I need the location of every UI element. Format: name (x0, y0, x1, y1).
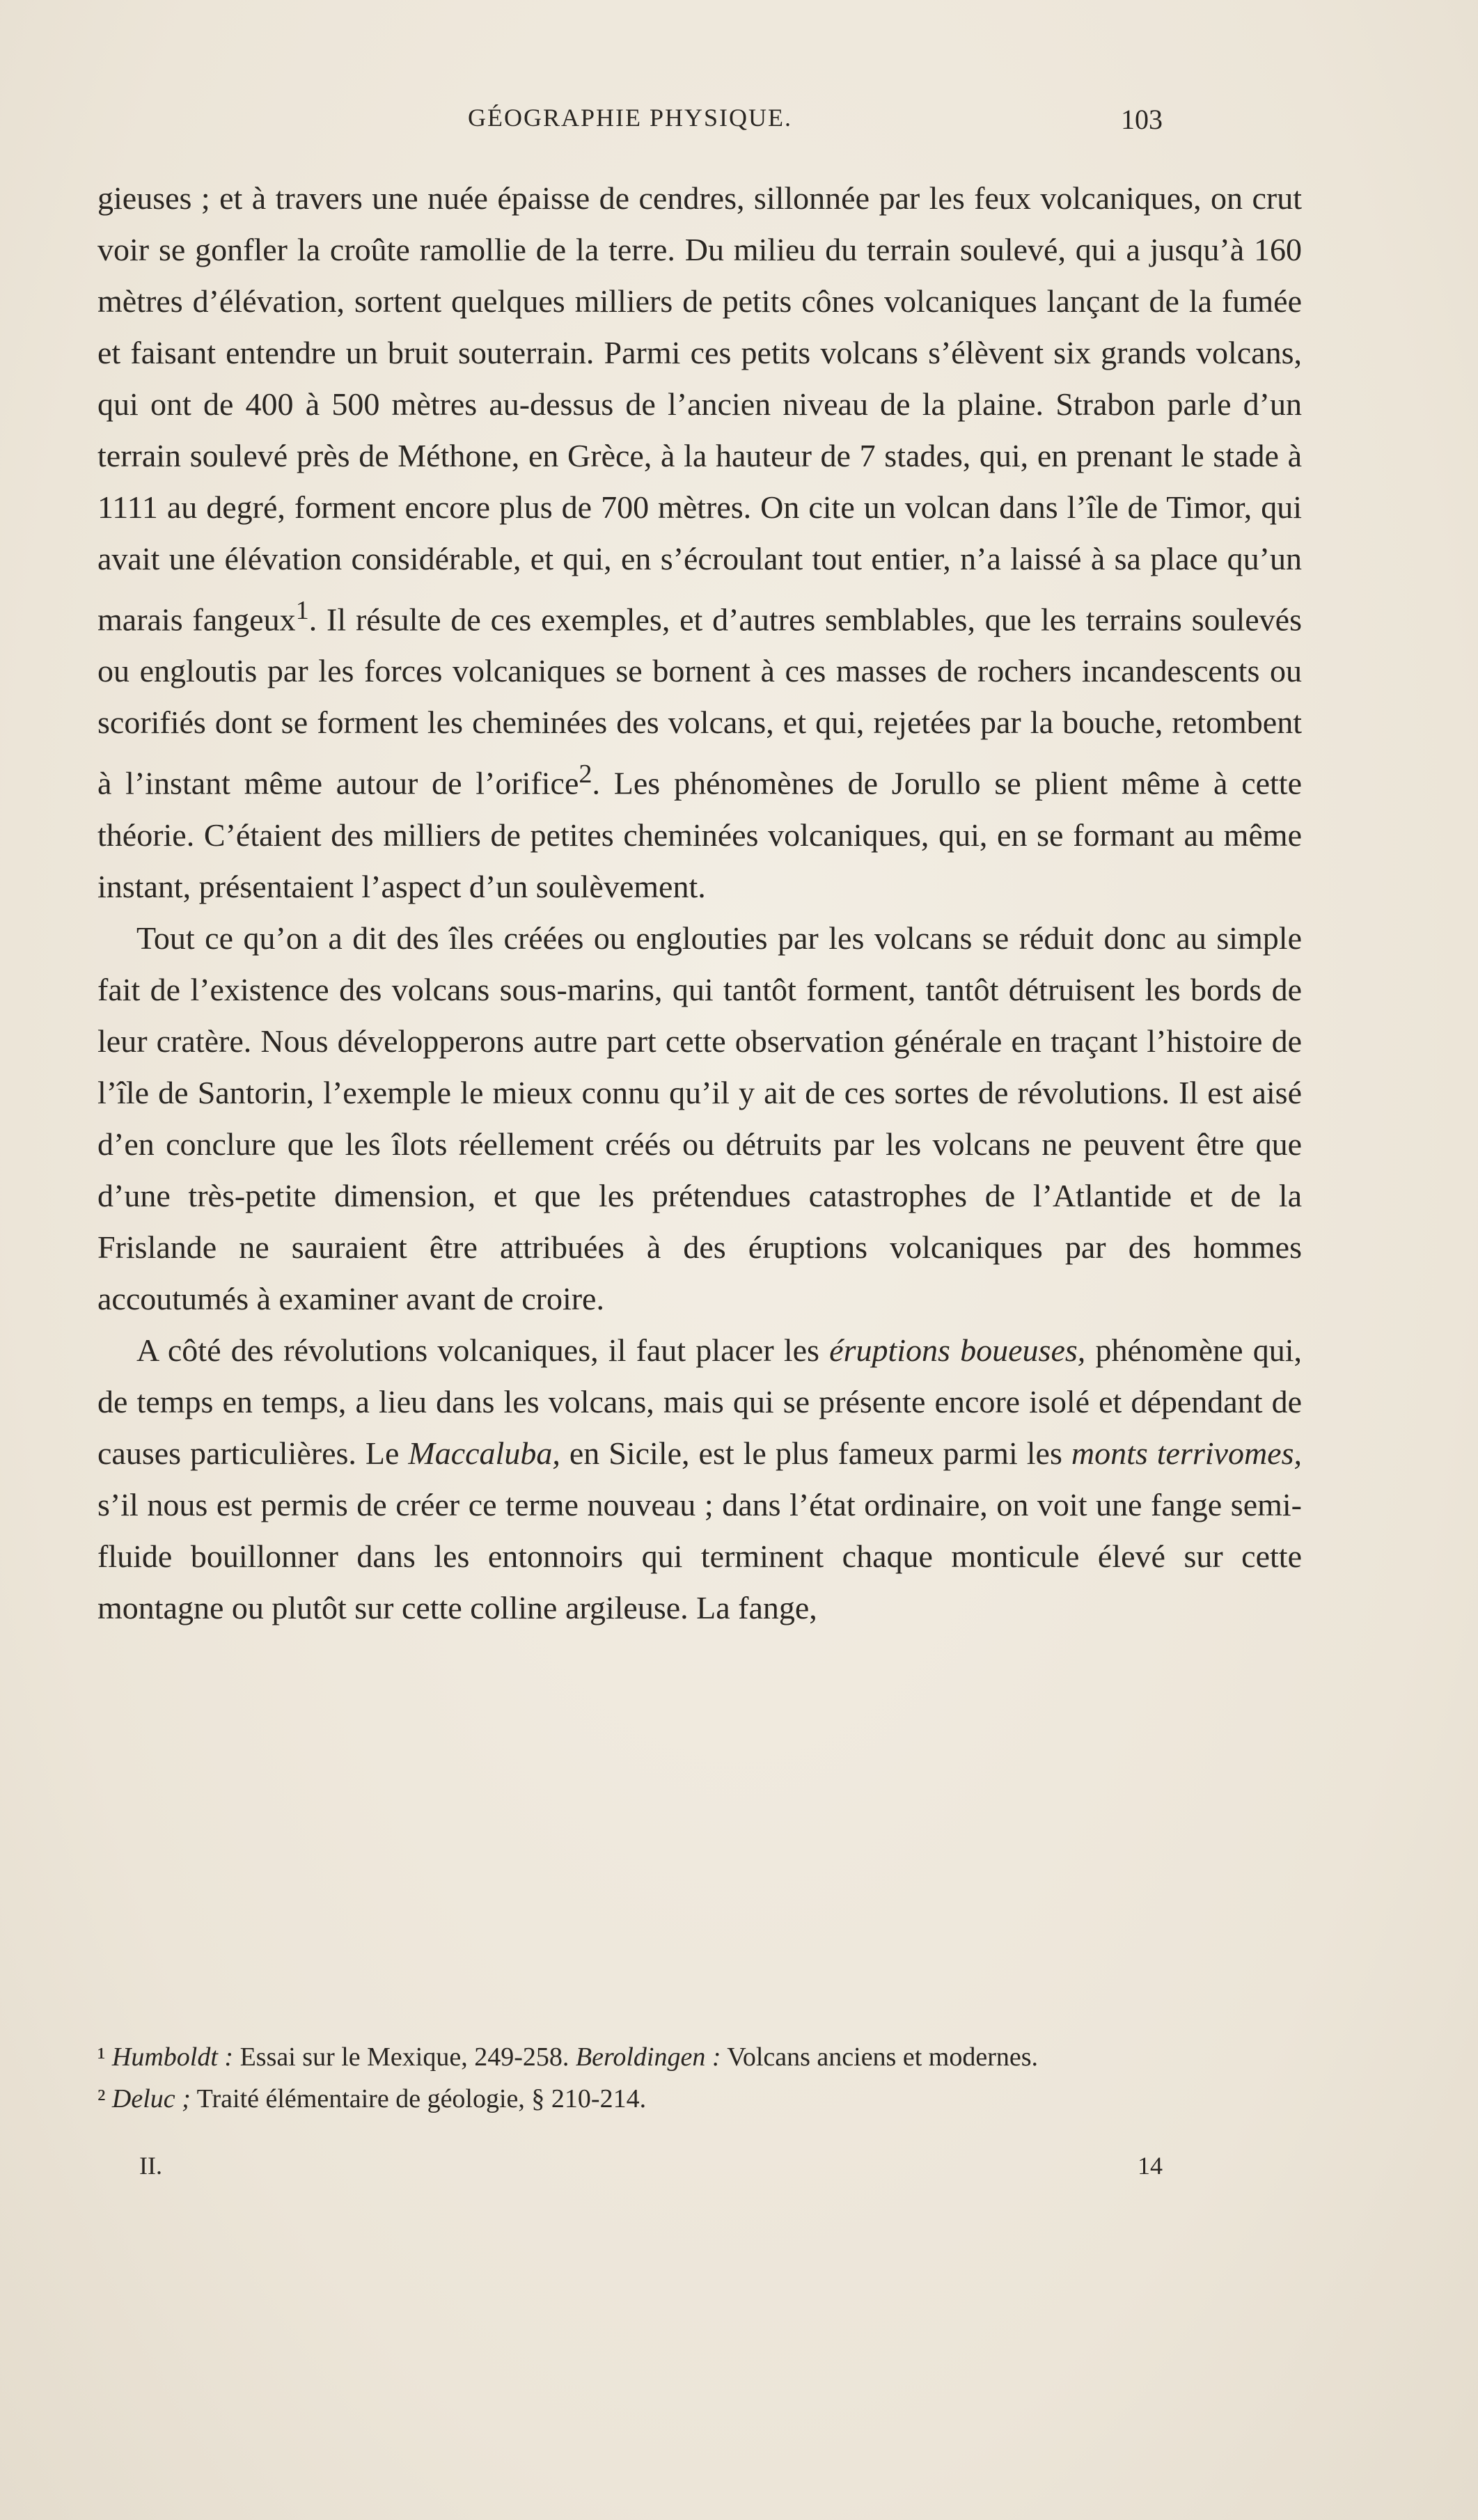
paragraph-3-text-c: en Sicile, est le plus fameux parmi les (560, 1435, 1071, 1471)
body-text (97, 173, 1302, 1634)
footnote-1-marker: ¹ (97, 2042, 106, 2072)
page-header (97, 103, 1163, 145)
term-eruptions-boueuses: éruptions boueuses, (829, 1332, 1086, 1368)
footnote-1-text: Essai sur le Mexique, 249-258. (233, 2042, 576, 2072)
paragraph-1-text: gieuses ; et à travers une nuée épaisse de cendres, sillonnée par les feux volcaniques, on crut voir se gonfler la croûte ramollie de la terre. Du milieu du terrain soulevé, qui a jusqu’à 160 mètres d’élévation, sortent quelques milliers de petits cônes volcaniques lançant de la fumée et faisant entendre un bruit souterrain. Parmi ces petits volcans s’élèvent six grands volcans, qui ont de 400 à 500 mètres au-dessus de l’ancien niveau de la plaine. Strabon parle d’un terrain soulevé près de Méthone, en Grèce, à la hauteur de 7 stades, qui, en prenant le stade à 1111 au degré, forment encore plus de 700 mètres. On cite un volcan dans l’île de Timor, qui avait une élévation considérable, et qui, en s’écroulant tout entier, n’a laissé à sa place qu’un marais fangeux (97, 180, 1302, 638)
footnote-1-author: Humboldt : (111, 2042, 234, 2072)
term-maccaluba: Maccaluba, (408, 1435, 560, 1471)
running-head: GÉOGRAPHIE PHYSIQUE. (467, 104, 792, 132)
footnote-ref-2: 2 (579, 759, 592, 789)
paragraph-3-text-a: A côté des révolutions volcaniques, il faut placer les (136, 1332, 830, 1368)
footnote-1-author-2: Beroldingen : (575, 2042, 721, 2072)
footnote-ref-1: 1 (295, 596, 309, 625)
footnote-2 (97, 2080, 1302, 2118)
footnote-2-author: Deluc ; (111, 2084, 191, 2113)
paragraph-1-text-c: . Les phénomènes de Jorullo se plient même à cette théorie. C’étaient des milliers de petites cheminées volcaniques, qui, en se formant au même instant, présentaient l’aspect d’un soulèvement. (97, 765, 1303, 904)
footnote-1-text-2: Volcans anciens et modernes. (721, 2042, 1039, 2072)
paragraph-3-text-b: phénomène qui, de temps en temps, a lieu dans les volcans, mais qui se présente encore isolé et dépendant de causes particulières. Le (97, 1332, 1302, 1471)
paragraph-1 (97, 173, 1302, 913)
signature-mark: 14 (1138, 2152, 1163, 2180)
paragraph-1-text-b: . Il résulte de ces exemples, et d’autres semblables, que les terrains soulevés ou engloutis par les forces volcaniques se bornent à ces masses de rochers incandescents ou scorifiés dont se forment les cheminées des volcans, et qui, rejetées par la bouche, retombent à l’instant même autour de l’orifice (97, 601, 1302, 801)
paragraph-3-text-d: s’il nous est permis de créer ce terme nouveau ; dans l’état ordinaire, on voit une fange semi-fluide bouillonner dans les entonnoirs qui terminent chaque monticule élevé sur cette montagne ou plutôt sur cette colline argileuse. La fange, (97, 1486, 1302, 1625)
footnote-2-marker: ² (97, 2084, 106, 2113)
footnotes (97, 2038, 1302, 2122)
footnote-2-text: Traité élémentaire de géologie, § 210-214. (190, 2084, 647, 2113)
paragraph-2: Tout ce qu’on a dit des îles créées ou englouties par les volcans se réduit donc au simple fait de l’existence des volcans sous-marins, qui tantôt forment, tantôt détruisent les bords de leur cratère. Nous développerons autre part cette observation générale en traçant l’histoire de l’île de Santorin, l’exemple le mieux connu qu’il y ait de ces sortes de révolutions. Il est aisé d’en conclure que les îlots réellement créés ou détruits par les volcans ne peuvent être que d’une très-petite dimension, et que les prétendues catastrophes de l’Atlantide et de la Frislande ne sauraient être attribuées à des éruptions volcaniques par des hommes accoutumés à examiner avant de croire. (97, 920, 1302, 1316)
page-number: 103 (1121, 104, 1163, 135)
term-monts-terrivomes: monts terrivomes, (1071, 1435, 1302, 1471)
volume-mark: II. (139, 2152, 162, 2180)
paragraph-3 (97, 1325, 1302, 1634)
footnote-1 (97, 2038, 1302, 2076)
